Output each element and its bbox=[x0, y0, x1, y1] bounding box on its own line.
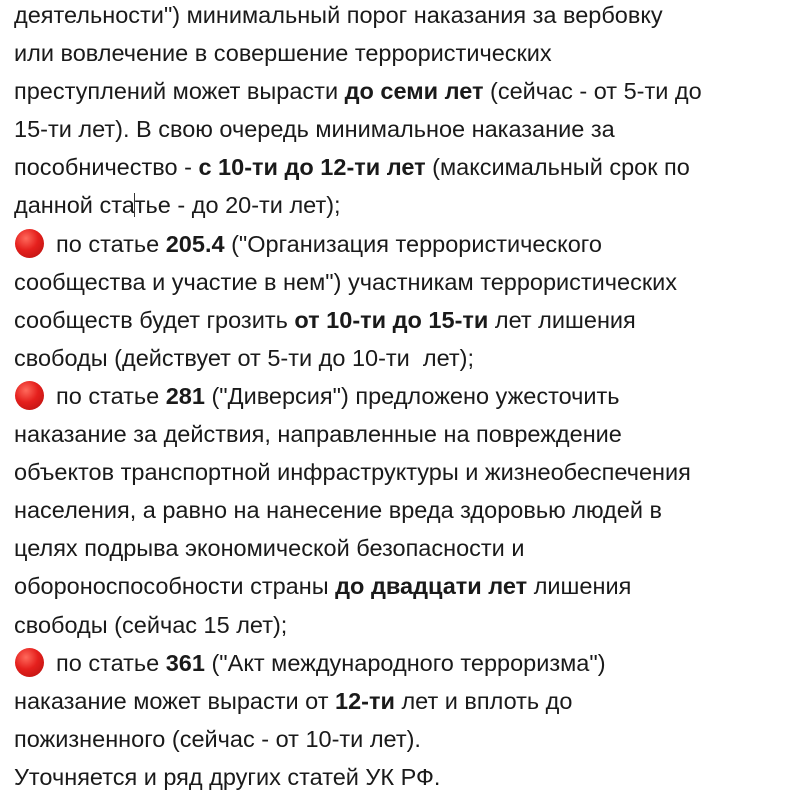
text-line: объектов транспортной инфраструктуры и жизнеобеспечения bbox=[14, 459, 691, 486]
text-line: наказание может вырасти от 12-ти лет и вплоть до bbox=[14, 687, 573, 714]
text-line: 15-ти лет). В свою очередь минимальное наказание за bbox=[14, 116, 615, 143]
text-line: или вовлечение в совершение террористических bbox=[14, 40, 552, 67]
text-line: по статье 281 ("Диверсия") предложено ужесточить bbox=[14, 377, 784, 415]
text-line: преступлений может вырасти до семи лет (сейчас - от 5-ти до bbox=[14, 78, 702, 105]
text-line: пожизненного (сейчас - от 10-ти лет). bbox=[14, 725, 421, 752]
text-line: по статье 361 ("Акт международного терроризма") bbox=[14, 644, 784, 682]
article-number: 205.4 bbox=[165, 230, 225, 257]
text-line: деятельности") минимальный порог наказания за вербовку bbox=[14, 2, 663, 28]
text-line: наказание за действия, направленные на повреждение bbox=[14, 421, 622, 448]
highlight-term: от 10-ти до 15-ти bbox=[294, 306, 489, 333]
red-circle-icon bbox=[15, 381, 44, 410]
text-line: пособничество - с 10-ти до 12-ти лет (максимальный срок по bbox=[14, 154, 690, 181]
text-line: обороноспособности страны до двадцати лет лишения bbox=[14, 573, 632, 600]
text-line: данной статье - до 20-ти лет); bbox=[14, 192, 341, 219]
text-line: сообществ будет грозить от 10-ти до 15-ти лет лишения bbox=[14, 306, 636, 333]
text-line: целях подрыва экономической безопасности и bbox=[14, 535, 525, 562]
article-text bbox=[14, 0, 784, 796]
text-line: свободы (сейчас 15 лет); bbox=[14, 611, 288, 638]
highlight-term: до семи лет bbox=[344, 78, 484, 105]
red-circle-icon bbox=[15, 229, 44, 258]
text-line: населения, а равно на нанесение вреда здоровью людей в bbox=[14, 497, 662, 524]
text-line: сообщества и участие в нем") участникам террористических bbox=[14, 268, 678, 295]
highlight-term: с 10-ти до 12-ти лет bbox=[198, 154, 426, 181]
article-number: 281 bbox=[165, 382, 205, 409]
text-line: Уточняется и ряд других статей УК РФ. bbox=[14, 763, 441, 790]
text-line: свободы (действует от 5-ти до 10-ти лет); bbox=[14, 344, 474, 371]
text-line: по статье 205.4 ("Организация террористического bbox=[14, 225, 784, 263]
highlight-term: 12-ти bbox=[335, 687, 395, 714]
article-number: 361 bbox=[165, 649, 205, 676]
red-circle-icon bbox=[15, 648, 44, 677]
highlight-term: до двадцати лет bbox=[335, 573, 528, 600]
